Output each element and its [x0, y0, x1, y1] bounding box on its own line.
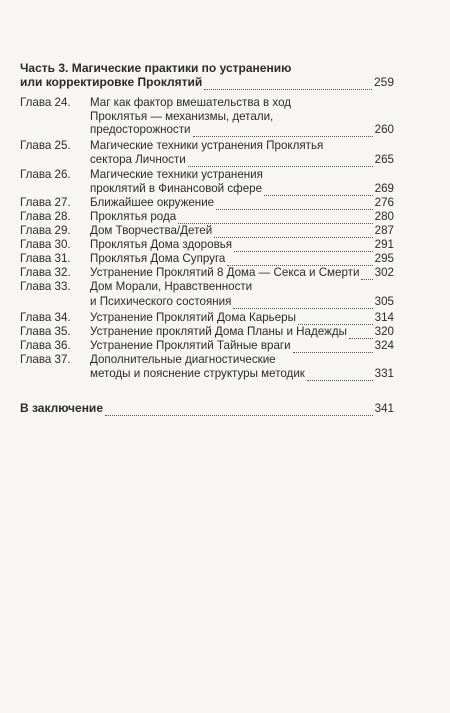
chapter-number: Глава 36. [20, 339, 71, 352]
leader-dots [234, 241, 373, 252]
chapter-number: Глава 31. [20, 252, 71, 265]
chapter-number: Глава 25. [20, 139, 71, 152]
toc-entry-chapter-31 [20, 252, 394, 266]
leader-dots [361, 269, 372, 280]
page-number: 291 [374, 238, 394, 251]
chapter-title-line: и Психического состояния [90, 294, 232, 308]
chapter-number: Глава 29. [20, 224, 71, 237]
page-number: 320 [374, 325, 394, 338]
toc-entry-chapter-34 [20, 311, 394, 325]
page-number: 305 [374, 294, 394, 308]
chapter-number: Глава 27. [20, 196, 71, 209]
chapter-title-line: Устранение проклятий Дома Планы и Надежды [90, 325, 347, 338]
toc-entry-chapter-24 [20, 96, 394, 137]
chapter-title-line: Устранение Проклятий Тайные враги [90, 339, 291, 352]
leader-dots [204, 79, 372, 90]
toc-entry-chapter-26 [20, 168, 394, 195]
leader-dots [227, 255, 372, 266]
page-number: 314 [374, 311, 394, 324]
chapter-title-line: методы и пояснение структуры методик [90, 366, 305, 380]
chapter-title-line: Устранение Проклятий Дома Карьеры [90, 311, 296, 324]
chapter-title-line: Проклятья — механизмы, детали, [90, 109, 274, 123]
chapter-title-line: Магические техники устранения [90, 168, 263, 181]
leader-dots [216, 199, 373, 210]
chapter-title-line: Дом Творчества/Детей [90, 224, 213, 237]
leader-dots [293, 342, 373, 353]
chapter-title-line: Устранение Проклятий 8 Дома — Секса и Смерти [90, 266, 360, 279]
toc-entry-chapter-32 [20, 266, 394, 280]
toc-entry-chapter-27 [20, 196, 394, 210]
toc-entry-chapter-35 [20, 325, 394, 339]
chapter-number: Глава 28. [20, 210, 71, 223]
chapter-title-line: Дополнительные диагностические [90, 353, 276, 366]
leader-dots [188, 156, 373, 167]
page-number: 341 [374, 402, 394, 415]
leader-dots [233, 298, 372, 309]
page-number: 324 [374, 339, 394, 352]
chapter-number: Глава 26. [20, 168, 71, 181]
chapter-title-line: Проклятья Дома здоровья [90, 238, 233, 251]
toc-entry-chapter-29 [20, 224, 394, 238]
leader-dots [178, 213, 372, 224]
leader-dots [214, 227, 372, 238]
chapter-number: Глава 35. [20, 325, 71, 338]
toc-entry-conclusion [20, 402, 394, 416]
chapter-number: Глава 34. [20, 311, 71, 324]
page-number: 259 [373, 74, 394, 89]
chapter-title-line: Маг как фактор вмешательства в ход [90, 96, 292, 109]
leader-dots [105, 405, 373, 416]
chapter-title-line: Дом Морали, Нравственности [90, 280, 253, 293]
chapter-title-line: сектора Личности [90, 152, 186, 166]
chapter-title-line: Проклятья Дома Супруга [90, 252, 226, 265]
page-number: 269 [374, 181, 394, 195]
leader-dots [349, 328, 373, 339]
chapter-number: Глава 33. [20, 280, 71, 293]
leader-dots [264, 185, 373, 196]
leader-dots [193, 126, 373, 137]
part3-title-line1: Часть 3. Магические практики по устранению [20, 61, 292, 75]
chapter-number: Глава 32. [20, 266, 71, 279]
conclusion-title: В заключение [20, 401, 103, 415]
page-number: 331 [374, 366, 394, 380]
chapter-title-line: Ближайшее окружение [90, 196, 215, 209]
chapter-number: Глава 24. [20, 96, 71, 109]
chapter-number: Глава 30. [20, 238, 71, 251]
page-number: 276 [374, 196, 394, 209]
chapter-number: Глава 37. [20, 353, 71, 366]
chapter-title-line: Проклятья рода [90, 210, 177, 223]
page-number: 260 [374, 123, 394, 136]
chapter-title-line: Магические техники устранения Проклятья [90, 139, 324, 152]
page-number: 287 [374, 224, 394, 237]
leader-dots [298, 314, 373, 325]
toc-entry-part3 [20, 62, 394, 89]
page-number: 280 [374, 210, 394, 223]
page-number: 295 [374, 252, 394, 265]
leader-dots [307, 370, 373, 381]
chapter-title-line: предосторожности [90, 123, 191, 136]
page-number: 265 [374, 152, 394, 166]
toc-entry-chapter-37 [20, 353, 394, 380]
toc-entry-chapter-28 [20, 210, 394, 224]
part3-title-line2: или корректировке Проклятий [20, 74, 203, 89]
toc-entry-chapter-25 [20, 139, 394, 166]
chapter-title-line: проклятий в Финансовой сфере [90, 181, 263, 195]
toc-entry-chapter-30 [20, 238, 394, 252]
page-number: 302 [374, 266, 394, 279]
toc-entry-chapter-33 [20, 280, 394, 308]
toc-entry-chapter-36 [20, 339, 394, 353]
